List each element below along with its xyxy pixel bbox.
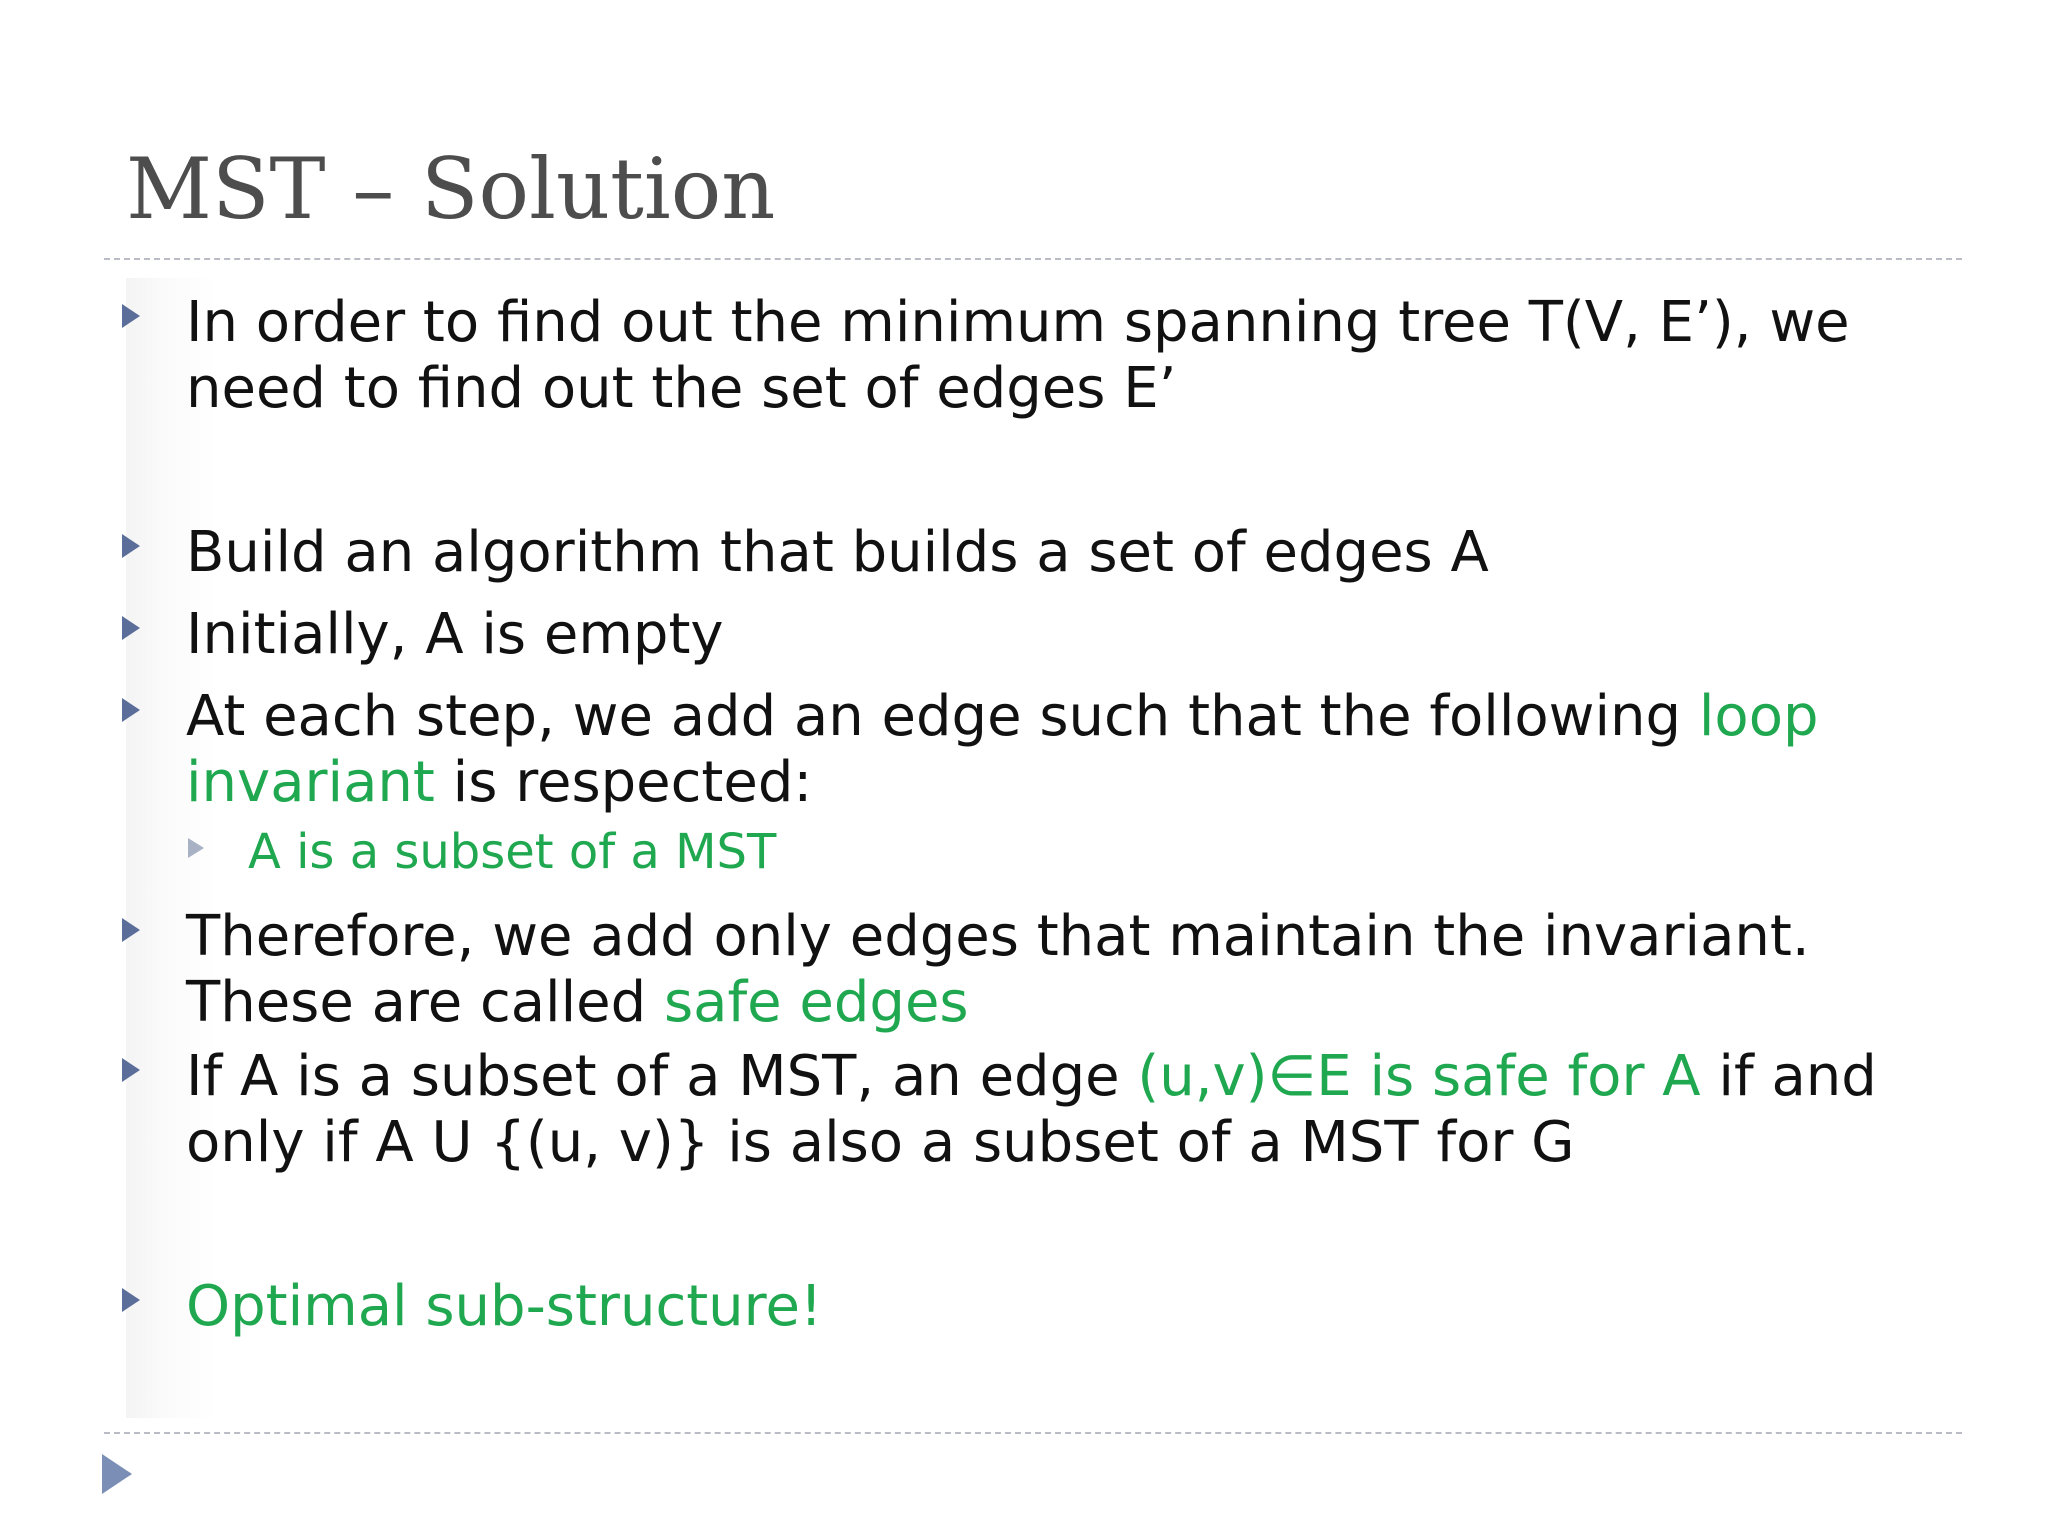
bullet-text: At each step, we add an edge such that the following loop invariant is respected: bbox=[186, 684, 1819, 815]
triangle-bullet-icon bbox=[122, 534, 140, 558]
sub-bullet-text: A is a subset of a MST bbox=[248, 824, 777, 880]
bullet-text: In order to find out the minimum spanning tree T(V, E’), we need to find out the set of edges E’ bbox=[186, 290, 1850, 421]
triangle-bullet-icon bbox=[122, 918, 140, 942]
triangle-bullet-icon bbox=[122, 1288, 140, 1312]
triangle-bullet-icon bbox=[122, 304, 140, 328]
footer-divider bbox=[104, 1432, 1962, 1434]
title-divider bbox=[104, 258, 1962, 260]
bullet-text: Optimal sub-structure! bbox=[186, 1274, 823, 1339]
bullet-text: Initially, A is empty bbox=[186, 602, 724, 667]
bullet-text: If A is a subset of a MST, an edge (u,v)∈E is safe for A if and only if A U {(u, v)} is also a subset of a MST for G bbox=[186, 1044, 1877, 1175]
triangle-bullet-icon bbox=[122, 698, 140, 722]
triangle-bullet-icon bbox=[122, 616, 140, 640]
triangle-bullet-icon bbox=[122, 1058, 140, 1082]
bullet-text: Therefore, we add only edges that maintain the invariant. These are called safe edges bbox=[186, 904, 1810, 1035]
slide-title: MST – Solution bbox=[126, 140, 776, 238]
bullet-text: Build an algorithm that builds a set of edges A bbox=[186, 520, 1489, 585]
slide-body bbox=[126, 278, 1956, 1418]
triangle-bullet-icon bbox=[188, 838, 204, 858]
next-slide-icon[interactable] bbox=[102, 1454, 132, 1494]
